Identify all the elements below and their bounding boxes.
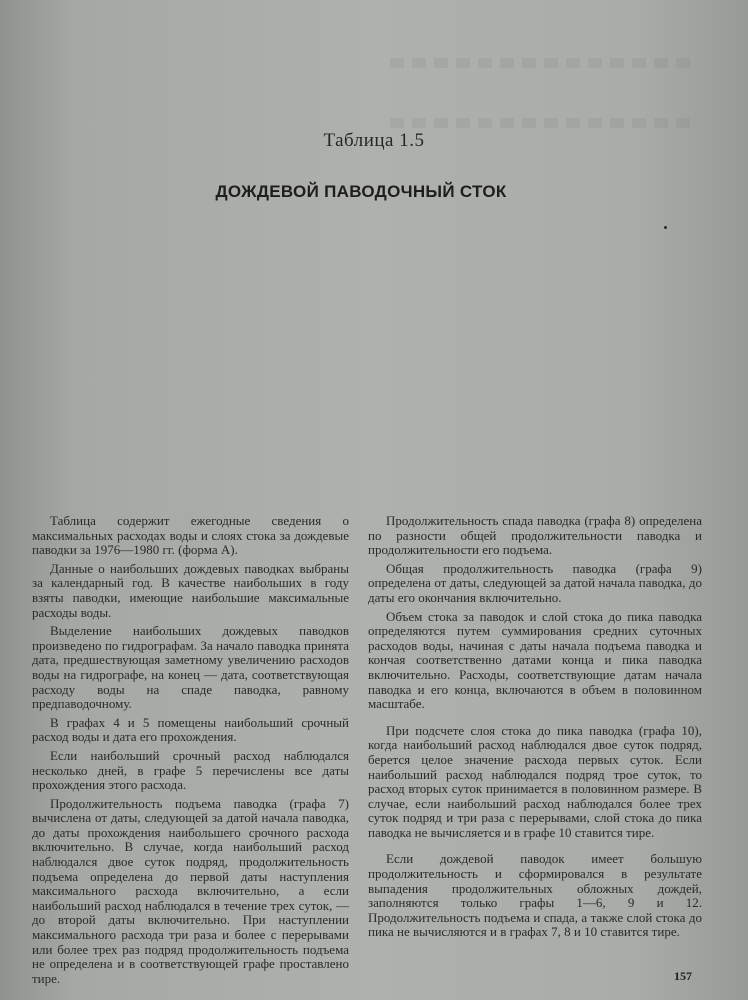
table-caption: Таблица 1.5 bbox=[323, 130, 425, 151]
paragraph: При подсчете слоя стока до пика паводка (графа 10), когда наибольший расход наблюдался двое суток подряд, берется целое значение расхода первых суток. Если наибольший расход наблюдался подряд трое суток, то расход вторых суток принимается в половинном размере. В случае, если наибольший расход наблюдался более трех суток подряд и три раза с перерывами, слой стока до пика паводка не вычисляется и в графе 10 ставится тире. bbox=[368, 722, 702, 840]
paragraph: Если наибольший срочный расход наблюдался несколько дней, в графе 5 перечислены все даты прохождения этого расхода. bbox=[32, 747, 349, 793]
right-text-column bbox=[368, 514, 702, 944]
paragraph: Продолжительность подъема паводка (графа 7) вычислена от даты, следующей за датой начала паводка, до даты прохождения наибольшего срочного расхода включительно. В случае, когда наибольший расход наблюдался двое суток подряд, продолжительность подъема определена до первой даты наступления максимального расхода включительно, а если наибольший расход наблюдался в течение трех суток, — до второй даты включительно. При наступлении максимального расхода три раза и более с перерывами или более трех раз подряд продолжительность подъема не определена и в соответствующей графе проставлено тире. bbox=[32, 795, 349, 986]
section-title: ДОЖДЕВОЙ ПАВОДОЧНЫЙ СТОК bbox=[215, 182, 507, 201]
ink-speck bbox=[664, 226, 667, 229]
paragraph: Объем стока за паводок и слой стока до пика паводка определяются путем суммирования средних суточных расходов воды, начиная с даты начала подъема паводка и кончая соответственно датами конца и пика паводка включительно. Расходы, соответствующие датам начала паводка и его конца, включаются в объем в половинном масштабе. bbox=[368, 608, 702, 712]
left-text-column bbox=[32, 514, 349, 990]
paragraph: Данные о наибольших дождевых паводках выбраны за календарный год. В качестве наибольших в году взяты паводки, имеющие наибольшие максимальные расходы воды. bbox=[32, 560, 349, 620]
paragraph: Общая продолжительность паводка (графа 9) определена от даты, следующей за датой начала паводка, до даты его окончания включительно. bbox=[368, 560, 702, 605]
paragraph: Таблица содержит ежегодные сведения о максимальных расходах воды и слоях стока за дождевые паводки за 1976—1980 гг. (форма А). bbox=[32, 513, 349, 558]
bleed-through-text bbox=[390, 58, 690, 178]
paragraph: Выделение наибольших дождевых паводков произведено по гидрографам. За начало паводка принята дата, предшествующая заметному увеличению расходов воды на гидрографе, на конец — дата, соответствующая расходу воды на спаде паводка, равному предпаводочному. bbox=[32, 623, 349, 712]
page-number: 157 bbox=[674, 969, 692, 983]
paragraph: В графах 4 и 5 помещены наибольший срочный расход воды и дата его прохождения. bbox=[32, 714, 349, 745]
paragraph: Продолжительность спада паводка (графа 8) определена по разности общей продолжительности паводка и продолжительности его подъема. bbox=[368, 513, 702, 558]
paragraph: Если дождевой паводок имеет большую продолжительность и сформировался в результате выпадения продолжительных обложных дождей, заполняются только графы 1—6, 9 и 12. Продолжительность подъема и спада, а также слой стока до пика не вычисляются и в графах 7, 8 и 10 ставится тире. bbox=[368, 851, 702, 940]
